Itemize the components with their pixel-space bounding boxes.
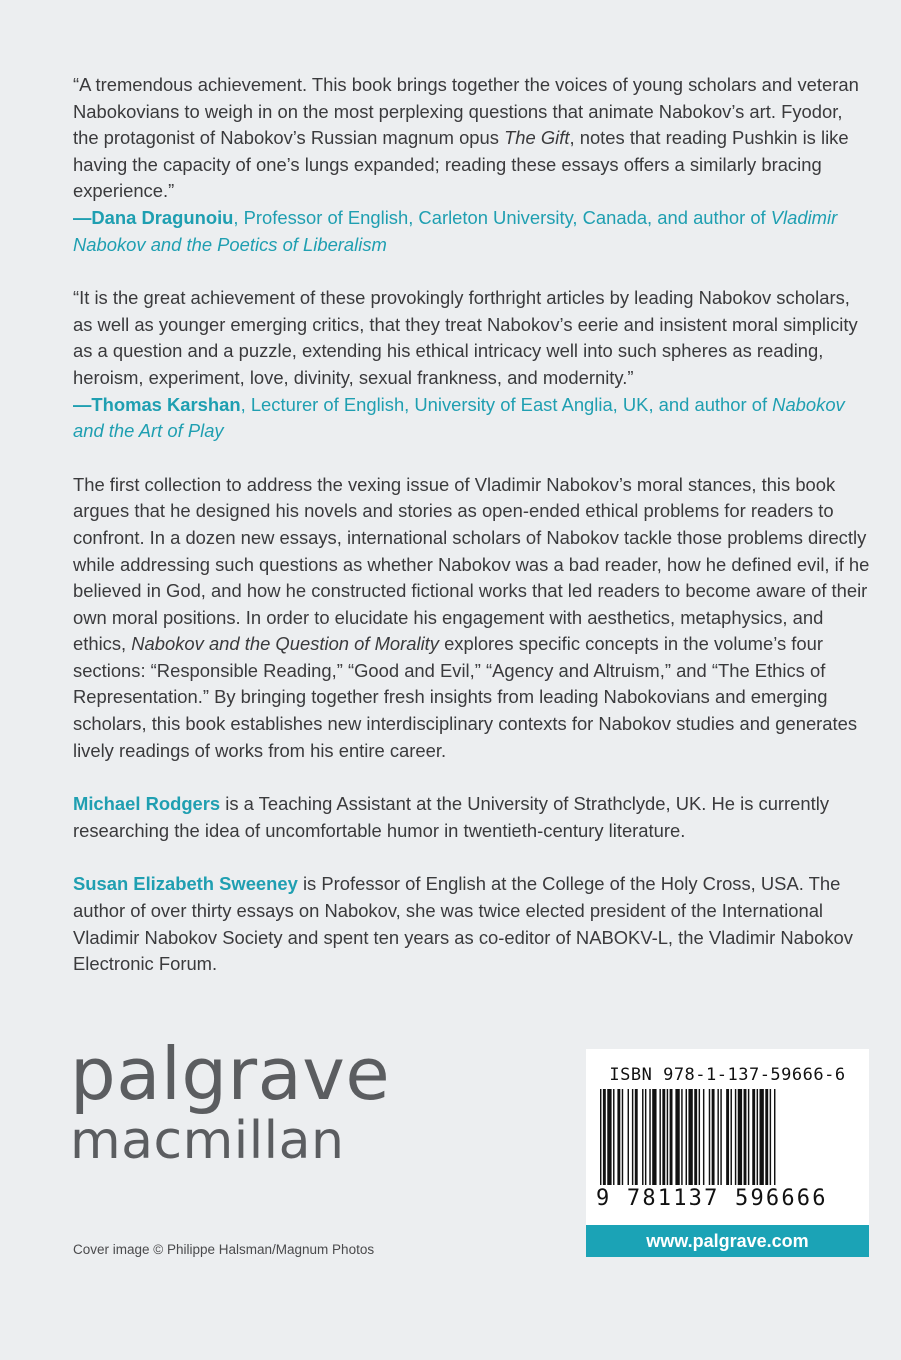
review-1-quote-end: , notes that reading Pushkin is like having the capacity of one’s lungs expanded; reading these essays offers a similarly bracing experience.” xyxy=(73,127,849,202)
description-text xyxy=(73,472,873,765)
description xyxy=(73,472,873,765)
barcode-digits: 9 781137 596666 xyxy=(596,1186,828,1211)
review-1-quote-text: “A tremendous achievement. This book brings together the voices of young scholars and veteran Nabokovians to weigh in on the most perplexing questions that animate Nabokov’s art. Fyodor, the protagonist of Nabokov’s Russian magnum opus xyxy=(73,74,859,149)
barcode-icon xyxy=(600,1089,855,1189)
review-2 xyxy=(73,285,873,445)
description-book-title: Nabokov and the Question of Morality xyxy=(131,633,439,655)
review-1-attribution xyxy=(73,205,873,258)
editor-1 xyxy=(73,791,873,844)
review-1-quote xyxy=(73,72,873,205)
editor-2 xyxy=(73,871,873,977)
review-1-reviewer: —Dana Dragunoiu xyxy=(73,206,234,228)
cover-credit: Cover image © Philippe Halsman/Magnum Photos xyxy=(73,1242,375,1257)
publisher-logo-line2: macmillan xyxy=(70,1111,345,1171)
publisher-url: www.palgrave.com xyxy=(586,1225,869,1257)
publisher-logo xyxy=(70,1034,390,1170)
review-1-quote-title: The Gift xyxy=(504,127,570,149)
review-2-reviewer: —Thomas Karshan xyxy=(73,393,241,415)
review-1-affiliation: , Professor of English, Carleton University, Canada, and author of xyxy=(233,206,771,228)
review-2-book: Nabokov and the Art of Play xyxy=(73,393,845,442)
review-2-quote: “It is the great achievement of these provokingly forthright articles by leading Nabokov scholars, as well as younger emerging critics, that they treat Nabokov’s eerie and insistent moral simplicity as a question and a puzzle, extending his ethical intricacy well into such spheres as reading, heroism, experiment, love, divinity, sexual frankness, and modernity.” xyxy=(73,287,858,388)
isbn-label: ISBN 978-1-137-59666-6 xyxy=(609,1065,846,1085)
review-1-book: Vladimir Nabokov and the Poetics of Liberalism xyxy=(73,206,838,255)
back-cover-text xyxy=(73,72,873,1005)
review-1 xyxy=(73,72,873,258)
description-post: explores specific concepts in the volume’s four sections: “Responsible Reading,” “Good and Evil,” “Agency and Altruism,” and “The Ethics of Representation.” By bringing together fresh insights from leading Nabokovians and emerging scholars, this book establishes new interdisciplinary contexts for Nabokov studies and generates lively readings of works from his entire career. xyxy=(73,633,858,761)
editor-2-name: Susan Elizabeth Sweeney xyxy=(73,873,298,895)
description-pre: The first collection to address the vexing issue of Vladimir Nabokov’s moral stances, this book argues that he designed his novels and stories as open-ended ethical problems for readers to confront. In a dozen new essays, international scholars of Nabokov tackle those problems directly while addressing such questions as whether Nabokov was a bad reader, how he defined evil, if he believed in God, and how he constructed fictional works that led readers to become aware of their own moral positions. In order to elucidate his engagement with aesthetics, metaphysics, and ethics, xyxy=(73,473,870,655)
editor-1-bio: is a Teaching Assistant at the University of Strathclyde, UK. He is currently researching the idea of uncomfortable humor in twentieth-century literature. xyxy=(73,793,830,841)
barcode-box xyxy=(586,1049,869,1225)
editor-1-name: Michael Rodgers xyxy=(73,793,221,815)
publisher-logo-line1: palgrave xyxy=(70,1032,391,1116)
review-2-attribution xyxy=(73,392,873,445)
review-2-affiliation: , Lecturer of English, University of East Anglia, UK, and author of xyxy=(240,393,773,415)
editor-2-bio: is Professor of English at the College of the Holy Cross, USA. The author of over thirty essays on Nabokov, she was twice elected president of the International Vladimir Nabokov Society and spent ten years as co-editor of NABOKV-L, the Vladimir Nabokov Electronic Forum. xyxy=(73,873,853,975)
